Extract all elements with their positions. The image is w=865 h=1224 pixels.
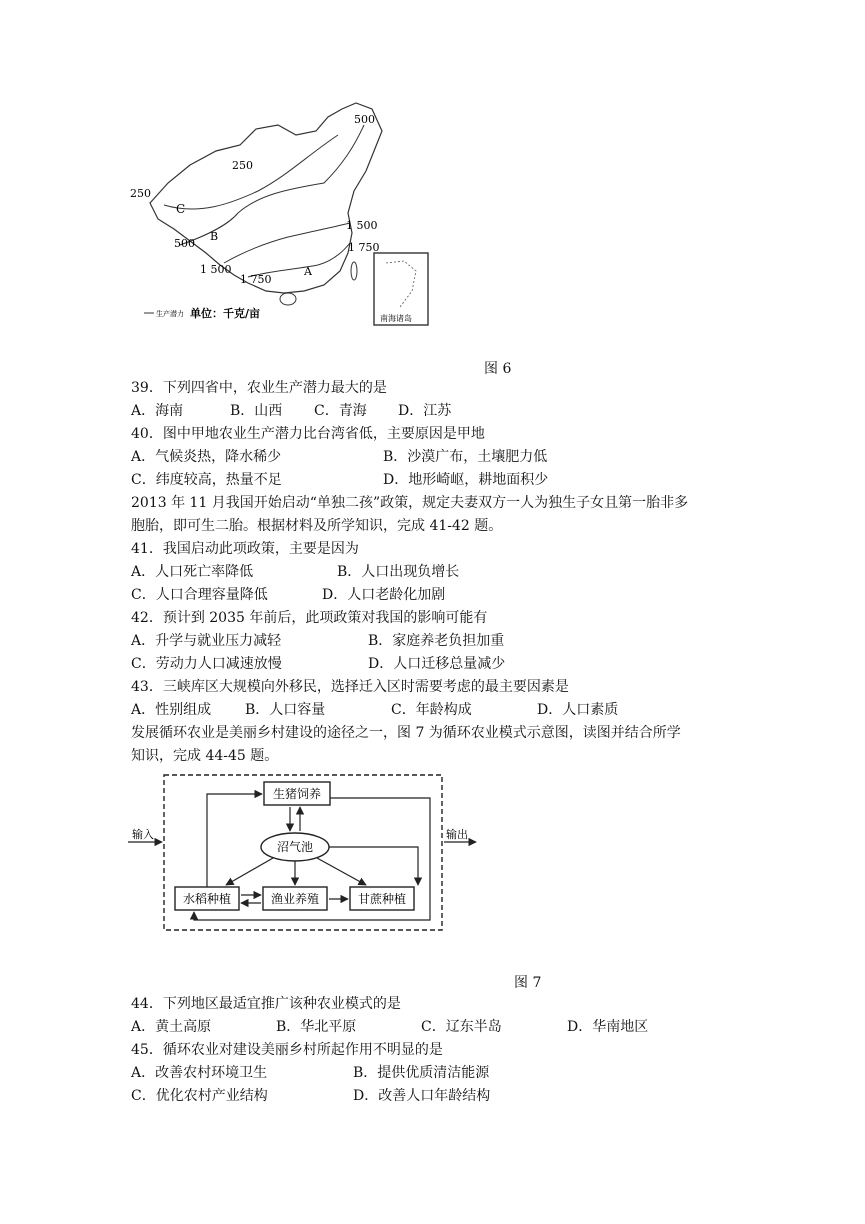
label-biogas-pool: 沼气池 <box>276 840 314 854</box>
circular-agriculture-diagram <box>128 772 478 934</box>
inset-label: 南海诸岛 <box>380 314 412 323</box>
legend-line-label: 生产潜力 <box>156 310 184 318</box>
q44-option-a: A．黄土高原 <box>131 1019 212 1035</box>
map-unit: 单位：千克/亩 <box>190 307 261 320</box>
q43-option-d: D．人口素质 <box>537 702 619 718</box>
label-output: 输出 <box>446 828 468 841</box>
q43-option-b: B．人口容量 <box>245 702 326 718</box>
contour-500 <box>180 125 364 245</box>
intro44-line2: 知识，完成 44-45 题。 <box>131 748 279 764</box>
q45-option-c: C．优化农村产业结构 <box>131 1088 268 1104</box>
label-sugarcane-planting: 甘蔗种植 <box>357 892 407 906</box>
q39-option-a: A．海南 <box>131 403 184 419</box>
hainan-island <box>280 293 296 305</box>
intro41-line2: 胞胎，即可生二胎。根据材料及所学知识，完成 41-42 题。 <box>131 518 503 534</box>
q43-option-a: A．性别组成 <box>131 702 212 718</box>
q42-option-a: A．升学与就业压力减轻 <box>131 633 282 649</box>
q45-option-b: B．提供优质清洁能源 <box>353 1065 490 1081</box>
map-label-a: A <box>304 265 312 278</box>
label-input: 输入 <box>132 828 154 841</box>
map-value-250-west: 250 <box>130 187 151 200</box>
map-value-500-northeast: 500 <box>354 113 375 126</box>
q41-stem: 41．我国启动此项政策，主要是因为 <box>131 541 359 557</box>
map-value-250-north: 250 <box>232 159 253 172</box>
q41-option-b: B．人口出现负增长 <box>337 564 460 580</box>
q39-option-d: D．江苏 <box>398 403 452 419</box>
q40-option-d: D．地形崎岖，耕地面积少 <box>383 472 549 488</box>
q43-option-c: C．年龄构成 <box>391 702 472 718</box>
inset-coast <box>386 261 416 307</box>
map-value-1500-south: 1 500 <box>200 263 232 276</box>
fig7-caption: 图 7 <box>514 975 542 991</box>
contour-1750 <box>248 243 350 277</box>
contour-1500 <box>224 223 350 263</box>
q41-option-a: A．人口死亡率降低 <box>131 564 254 580</box>
q40-stem: 40．图中甲地农业生产潜力比台湾省低，主要原因是甲地 <box>131 426 485 442</box>
label-rice-planting: 水稻种植 <box>182 892 232 906</box>
map-label-b: B <box>210 230 219 243</box>
q44-option-d: D．华南地区 <box>567 1019 649 1035</box>
q39-option-b: B．山西 <box>230 403 283 419</box>
q39-stem: 39．下列四省中，农业生产潜力最大的是 <box>131 380 387 396</box>
q45-option-a: A．改善农村环境卫生 <box>131 1065 268 1081</box>
q44-stem: 44．下列地区最适宜推广该种农业模式的是 <box>131 996 401 1012</box>
label-pig-farming: 生猪饲养 <box>272 787 322 801</box>
taiwan-island <box>351 262 357 280</box>
q42-option-d: D．人口迁移总量减少 <box>368 656 506 672</box>
label-fish-farming: 渔业养殖 <box>270 892 320 906</box>
contour-250 <box>164 135 338 209</box>
q40-option-c: C．纬度较高，热量不足 <box>131 472 282 488</box>
intro44-line1: 发展循环农业是美丽乡村建设的途径之一，图 7 为循环农业模式示意图，读图并结合所学 <box>131 725 681 741</box>
q40-option-a: A．气候炎热，降水稀少 <box>131 449 282 465</box>
map-value-500-west: 500 <box>174 237 195 250</box>
q41-option-d: D．人口老龄化加剧 <box>322 587 446 603</box>
q41-option-c: C．人口合理容量降低 <box>131 587 268 603</box>
china-outline <box>150 103 382 293</box>
map-value-1500-east: 1 500 <box>346 219 378 232</box>
q39-option-c: C．青海 <box>314 403 367 419</box>
map-label-c: C <box>176 202 186 216</box>
q44-option-c: C．辽东半岛 <box>421 1019 502 1035</box>
q42-option-b: B．家庭养老负担加重 <box>368 633 505 649</box>
q45-option-d: D．改善人口年龄结构 <box>353 1088 491 1104</box>
q42-stem: 42．预计到 2035 年前后，此项政策对我国的影响可能有 <box>131 610 488 626</box>
q40-option-b: B．沙漠广布，土壤肥力低 <box>383 449 548 465</box>
intro41-line1: 2013 年 11 月我国开始启动“单独二孩”政策，规定夫妻双方一人为独生子女且第一胎非多 <box>131 495 689 511</box>
fig6-caption: 图 6 <box>484 361 512 377</box>
map-value-1750-east: 1 750 <box>348 241 380 254</box>
china-potential-map <box>128 95 438 331</box>
q45-stem: 45．循环农业对建设美丽乡村所起作用不明显的是 <box>131 1042 443 1058</box>
q42-option-c: C．劳动力人口减速放慢 <box>131 656 282 672</box>
q43-stem: 43．三峡库区大规模向外移民，选择迁入区时需要考虑的最主要因素是 <box>131 679 569 695</box>
map-value-1750-south: 1 750 <box>240 273 272 286</box>
q44-option-b: B．华北平原 <box>276 1019 357 1035</box>
